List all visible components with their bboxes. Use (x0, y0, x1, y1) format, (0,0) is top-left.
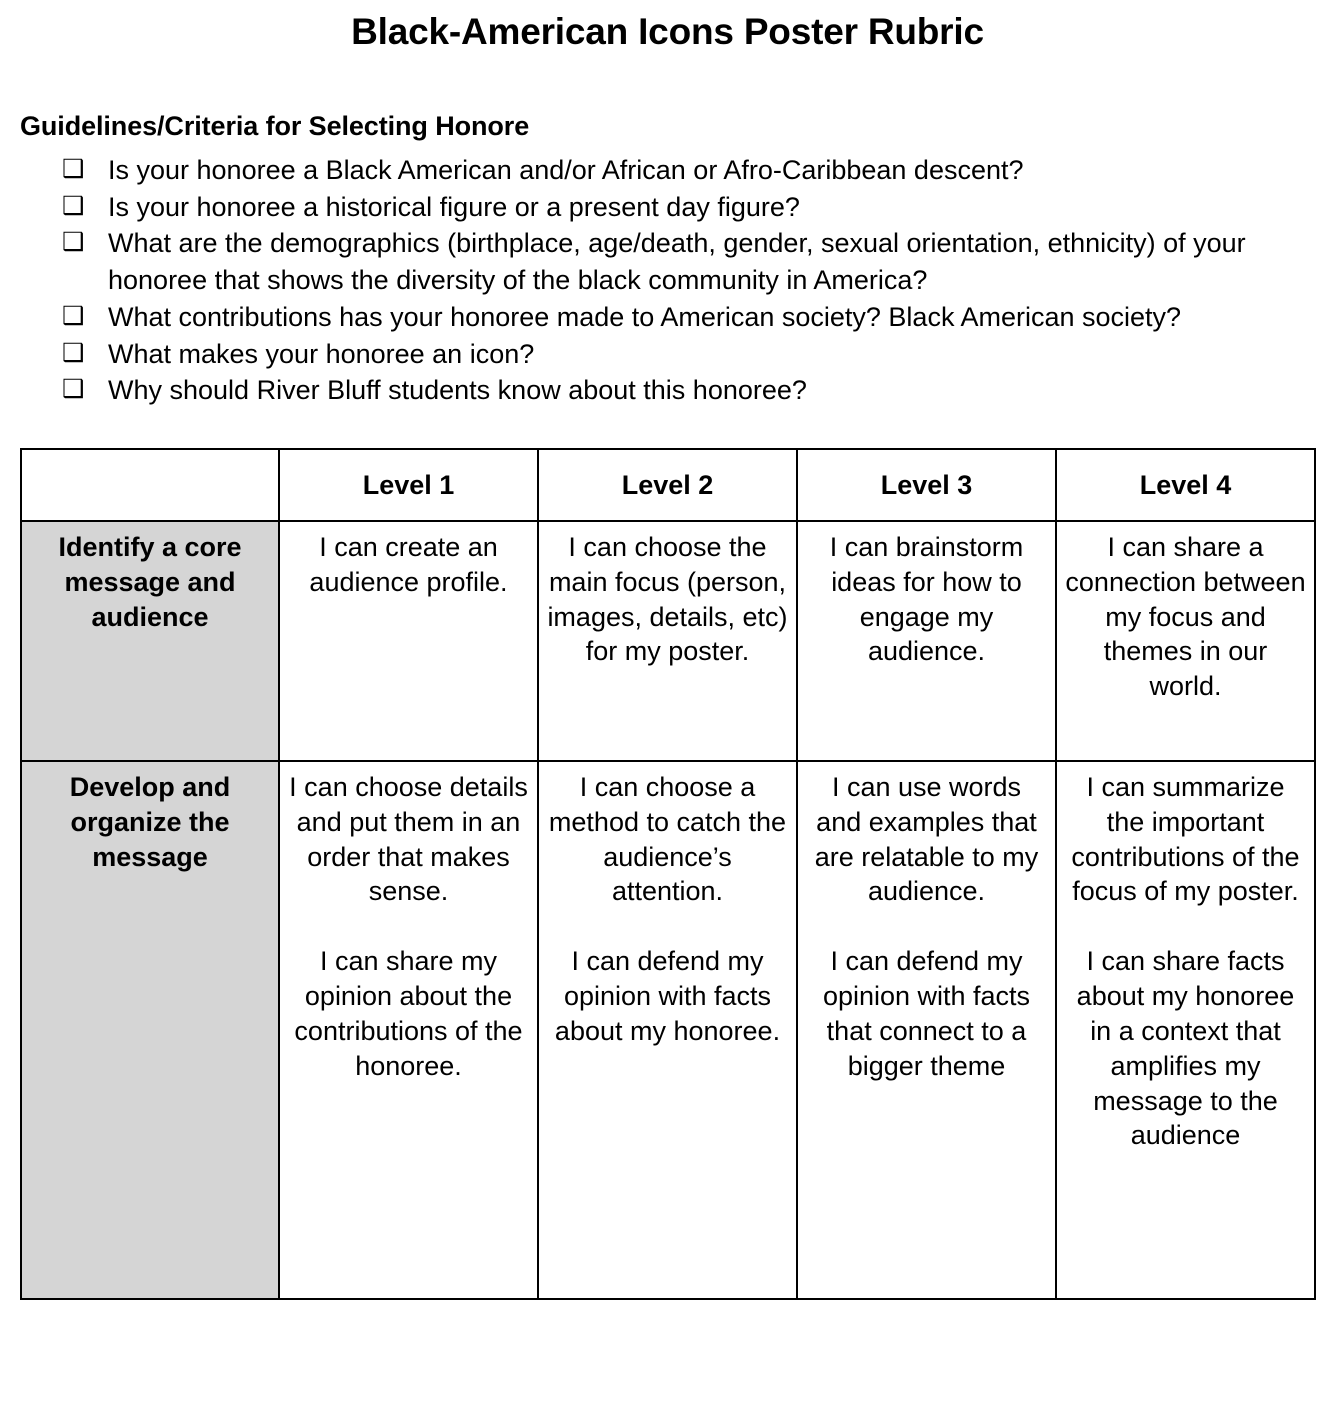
rubric-table-body (21, 521, 1315, 1299)
rubric-cell-paragraph: I can share my opinion about the contributions of the honoree. (294, 946, 523, 1081)
rubric-cell-paragraph: I can create an audience profile. (309, 531, 508, 597)
checkbox-square-icon: ❑ (62, 375, 85, 404)
rubric-cell (279, 521, 538, 761)
rubric-cell-paragraph: I can choose a method to catch the audience’s attention. (548, 771, 787, 907)
criteria-list-item (0, 336, 1335, 373)
rubric-cell (538, 521, 797, 761)
rubric-table-container (0, 448, 1335, 1300)
criteria-item-text: Is your honoree a Black American and/or African or Afro-Caribbean descent? (108, 154, 1024, 185)
rubric-cell-paragraph: I can brainstorm ideas for how to engage my audience. (829, 531, 1024, 667)
criteria-item-text: What contributions has your honoree made to American society? Black American society? (108, 301, 1182, 332)
criteria-item-text: Is your honoree a historical figure or a present day figure? (108, 191, 800, 222)
rubric-corner-header (21, 449, 279, 521)
rubric-cell-paragraph: I can choose details and put them in an order that makes sense. (289, 771, 528, 907)
checkbox-square-icon: ❑ (62, 191, 85, 220)
rubric-level-header: Level 3 (797, 449, 1056, 521)
checkbox-square-icon: ❑ (62, 154, 85, 183)
rubric-header-row (21, 449, 1315, 521)
checkbox-square-icon: ❑ (62, 301, 85, 330)
criteria-item-text: What are the demographics (birthplace, age/death, gender, sexual orientation, ethnicity) of your honoree that shows the diversity of the black community in America? (108, 228, 1246, 296)
page-title: Black-American Icons Poster Rubric (351, 11, 984, 52)
rubric-cell-paragraph: I can share facts about my honoree in a context that amplifies my message to the audience (1076, 946, 1295, 1151)
rubric-cell (538, 761, 797, 1299)
checkbox-square-icon: ❑ (62, 228, 85, 257)
checkbox-square-icon: ❑ (62, 338, 85, 367)
rubric-cell-paragraph: I can share a connection between my focus and themes in our world. (1065, 531, 1306, 702)
rubric-cell (279, 761, 538, 1299)
rubric-criterion-label: Develop and organize the message (21, 761, 279, 1299)
rubric-cell (797, 761, 1056, 1299)
rubric-cell (1056, 761, 1315, 1299)
rubric-cell-paragraph: I can choose the main focus (person, images, details, etc) for my poster. (547, 531, 788, 667)
rubric-criterion-label: Identify a core message and audience (21, 521, 279, 761)
criteria-list-item (0, 189, 1335, 226)
rubric-table-head (21, 449, 1315, 521)
rubric-cell-paragraph: I can summarize the important contributions of the focus of my poster. (1071, 771, 1300, 907)
rubric-cell (1056, 521, 1315, 761)
rubric-table-row (21, 761, 1315, 1299)
rubric-document-page (0, 11, 1335, 1408)
rubric-level-header: Level 1 (279, 449, 538, 521)
rubric-cell-paragraph: I can use words and examples that are relatable to my audience. (814, 771, 1039, 907)
rubric-table-row (21, 521, 1315, 761)
rubric-level-header: Level 2 (538, 449, 797, 521)
criteria-list-item (0, 225, 1335, 298)
criteria-item-text: Why should River Bluff students know about this honoree? (108, 375, 807, 406)
rubric-table (20, 448, 1316, 1300)
criteria-list-item (0, 299, 1335, 336)
criteria-item-text: What makes your honoree an icon? (108, 338, 535, 369)
rubric-level-header: Level 4 (1056, 449, 1315, 521)
rubric-cell-paragraph: I can defend my opinion with facts about my honoree. (554, 946, 781, 1046)
criteria-list-item (0, 152, 1335, 189)
rubric-cell (797, 521, 1056, 761)
guidelines-section-heading: Guidelines/Criteria for Selecting Honore (20, 110, 530, 141)
criteria-list-item (0, 372, 1335, 409)
criteria-list (0, 142, 1335, 409)
rubric-cell-paragraph: I can defend my opinion with facts that connect to a bigger theme (822, 946, 1031, 1081)
